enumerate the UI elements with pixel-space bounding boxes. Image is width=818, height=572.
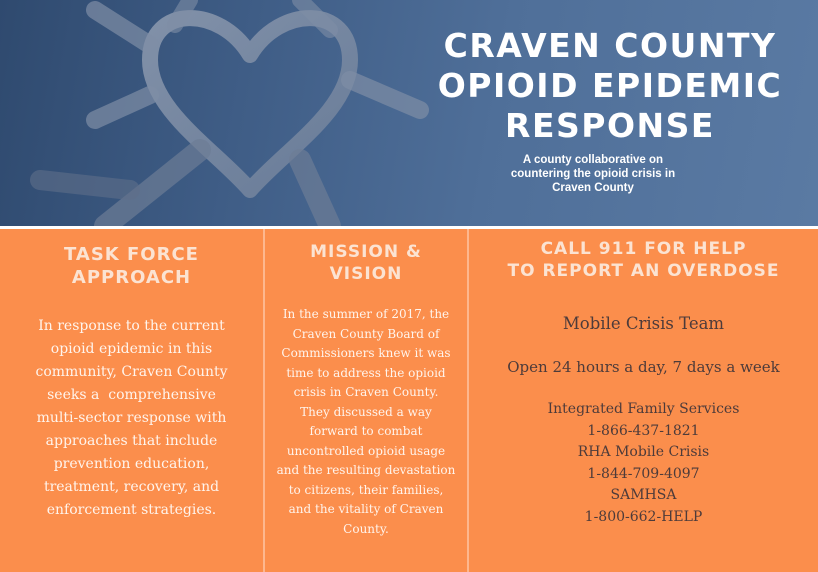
contact-phone: 1-800-662-HELP xyxy=(584,508,703,525)
contact-list xyxy=(469,399,818,528)
contact-phone: 1-866-437-1821 xyxy=(587,422,700,439)
contact-org: SAMHSA xyxy=(610,487,677,503)
hero-banner xyxy=(0,0,818,226)
task-force-section xyxy=(0,229,263,572)
contact-org: Integrated Family Services xyxy=(547,401,740,417)
contact-org: RHA Mobile Crisis xyxy=(577,444,710,460)
section-body: In the summer of 2017, the Craven County Board of Commissioners knew it was time to address the opioid crisis in Craven County. They discussed a way forward to combat uncontrolled opioid usage and the resulting devastation to citizens, their families, and the vitality of Craven County. xyxy=(276,307,456,536)
section-heading: CALL 911 FOR HELP TO REPORT AN OVERDOSE xyxy=(507,239,780,281)
page-subtitle: A county collaborative on countering the opioid crisis in Craven County xyxy=(510,154,676,194)
hours-label: Open 24 hours a day, 7 days a week xyxy=(507,358,780,376)
page-title: CRAVEN COUNTY OPIOID EPIDEMIC RESPONSE xyxy=(437,26,783,145)
section-body: In response to the current opioid epidemic in this community, Craven County seeks a comprehensive multi-sector response with approaches that include prevention education, treatment, recovery, and enforcement strategies. xyxy=(35,318,228,518)
mission-vision-section xyxy=(265,229,467,572)
help-contacts-section xyxy=(469,229,818,572)
section-heading: MISSION & VISION xyxy=(310,242,422,284)
mobile-crisis-team-label: Mobile Crisis Team xyxy=(562,314,725,333)
section-heading: TASK FORCE APPROACH xyxy=(64,244,199,288)
contact-phone: 1-844-709-4097 xyxy=(587,465,700,482)
